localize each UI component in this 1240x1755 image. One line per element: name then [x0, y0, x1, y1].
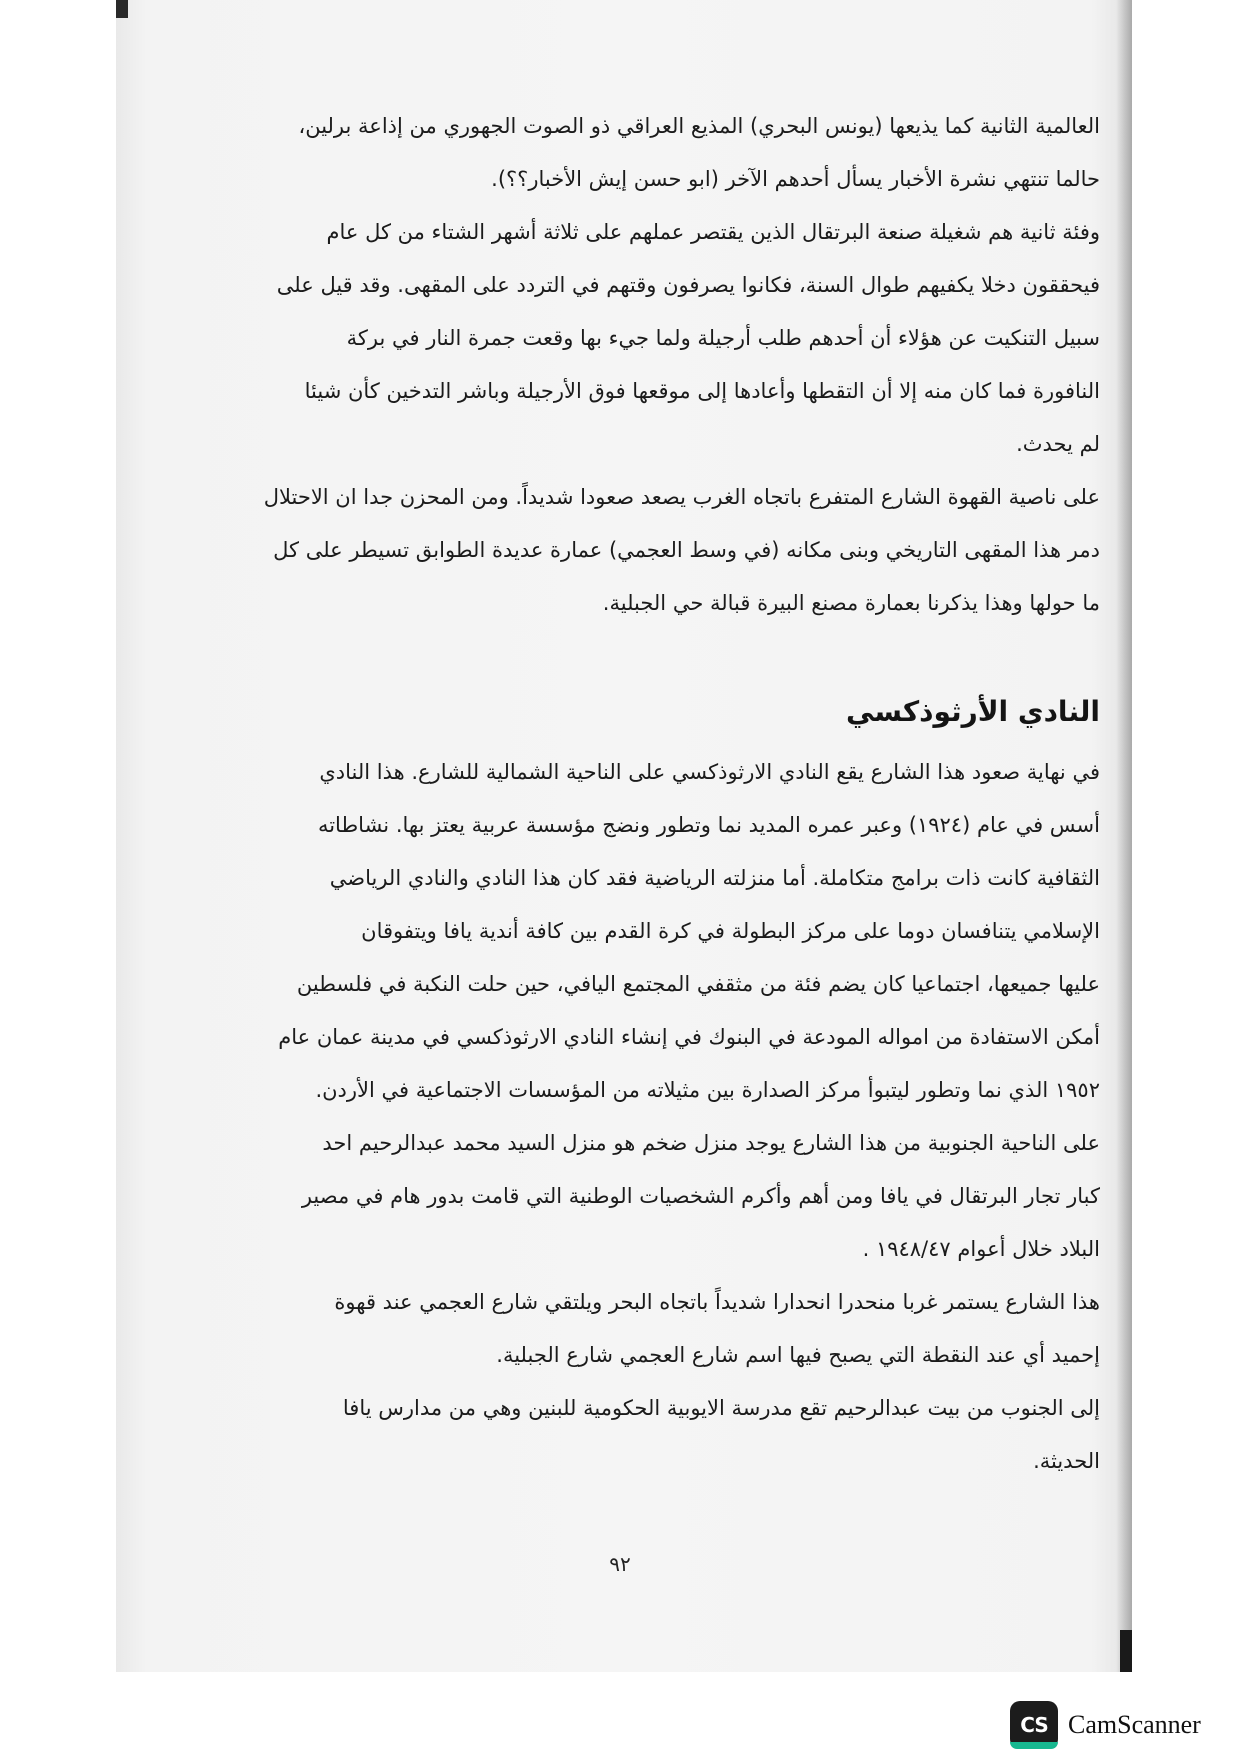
- text-line: فيحققون دخلا يكفيهم طوال السنة، فكانوا يصرفون وقتهم في التردد على المقهى. وقد قيل على: [276, 273, 1100, 297]
- text-line: ١٩٥٢ الذي نما وتطور ليتبوأ مركز الصدارة بين مثيلاته من المؤسسات الاجتماعية في الأردن.: [315, 1078, 1100, 1102]
- text-line: عليها جميعها، اجتماعيا كان يضم فئة من مثقفي المجتمع اليافي، حين حلت النكبة في فلسطين: [296, 972, 1100, 996]
- text-line: الثقافية كانت ذات برامج متكاملة. أما منزلته الرياضية فقد كان هذا النادي والنادي الرياضي: [329, 866, 1100, 890]
- text-line: أمكن الاستفادة من امواله المودعة في البنوك في إنشاء النادي الارثوذكسي في مدينة عمان عام: [278, 1025, 1100, 1049]
- text-line: كبار تجار البرتقال في يافا ومن أهم وأكرم الشخصيات الوطنية التي قامت بدور هام في مصير: [301, 1184, 1100, 1208]
- paragraph-3: [195, 471, 1100, 630]
- text-line: إلى الجنوب من بيت عبدالرحيم تقع مدرسة الايوبية الحكومية للبنين وهي من مدارس يافا: [342, 1396, 1100, 1420]
- text-line: على ناصية القهوة الشارع المتفرع باتجاه الغرب يصعد صعودا شديداً. ومن المحزن جدا ان الاحتلال: [263, 485, 1100, 509]
- page-text-block: [195, 100, 1100, 1488]
- text-line: النافورة فما كان منه إلا أن التقطها وأعادها إلى موقعها فوق الأرجيلة وباشر التدخين كأن شيئا: [304, 379, 1100, 403]
- camscanner-logo-icon: CS: [1010, 1701, 1058, 1749]
- section-heading: النادي الأرثوذكسي: [846, 695, 1100, 728]
- scan-edge-mark-bottom: [1120, 1630, 1132, 1672]
- text-line: العالمية الثانية كما يذيعها (يونس البحري) المذيع العراقي ذو الصوت الجهوري من إذاعة برلين،: [298, 114, 1100, 138]
- text-line: الحديثة.: [1033, 1449, 1100, 1473]
- text-line: دمر هذا المقهى التاريخي وبنى مكانه (في وسط العجمي) عمارة عديدة الطوابق تسيطر على كل: [273, 538, 1100, 562]
- scan-edge-mark-top: [116, 0, 128, 18]
- paragraph-5: [195, 1117, 1100, 1276]
- text-line: إحميد أي عند النقطة التي يصبح فيها اسم شارع العجمي شارع الجبلية.: [496, 1343, 1100, 1367]
- page-gutter-shadow: [1116, 0, 1132, 1672]
- paragraph-1: [195, 100, 1100, 206]
- paragraph-2: [195, 206, 1100, 471]
- text-line: لم يحدث.: [1016, 432, 1100, 456]
- page-number: ٩٢: [609, 1552, 631, 1576]
- text-line: حالما تنتهي نشرة الأخبار يسأل أحدهم الآخر (ابو حسن إيش الأخبار؟؟).: [491, 167, 1100, 191]
- text-line: وفئة ثانية هم شغيلة صنعة البرتقال الذين يقتصر عملهم على ثلاثة أشهر الشتاء من كل عام: [326, 220, 1100, 244]
- text-line: هذا الشارع يستمر غربا منحدرا انحدارا شديداً باتجاه البحر ويلتقي شارع العجمي عند قهوة: [334, 1290, 1100, 1314]
- text-line: البلاد خلال أعوام ١٩٤٨/٤٧ .: [862, 1237, 1100, 1261]
- camscanner-watermark: [1010, 1700, 1201, 1750]
- paragraph-6: [195, 1276, 1100, 1382]
- paragraph-4: [195, 746, 1100, 1117]
- text-line: الإسلامي يتنافسان دوما على مركز البطولة في كرة القدم بين كافة أندية يافا ويتفوقان: [361, 919, 1100, 943]
- camscanner-brand-name: CamScanner: [1068, 1710, 1201, 1739]
- text-line: على الناحية الجنوبية من هذا الشارع يوجد منزل ضخم هو منزل السيد محمد عبدالرحيم احد: [322, 1131, 1100, 1155]
- text-line: سبيل التنكيت عن هؤلاء أن أحدهم طلب أرجيلة ولما جيء بها وقعت جمرة النار في بركة: [346, 326, 1100, 350]
- text-line: ما حولها وهذا يذكرنا بعمارة مصنع البيرة قبالة حي الجبلية.: [602, 591, 1100, 615]
- text-line: أسس في عام (١٩٢٤) وعبر عمره المديد نما وتطور ونضج مؤسسة عربية يعتز بها. نشاطاته: [317, 813, 1100, 837]
- paragraph-7: [195, 1382, 1100, 1488]
- text-line: في نهاية صعود هذا الشارع يقع النادي الارثوذكسي على الناحية الشمالية للشارع. هذا النادي: [319, 760, 1100, 784]
